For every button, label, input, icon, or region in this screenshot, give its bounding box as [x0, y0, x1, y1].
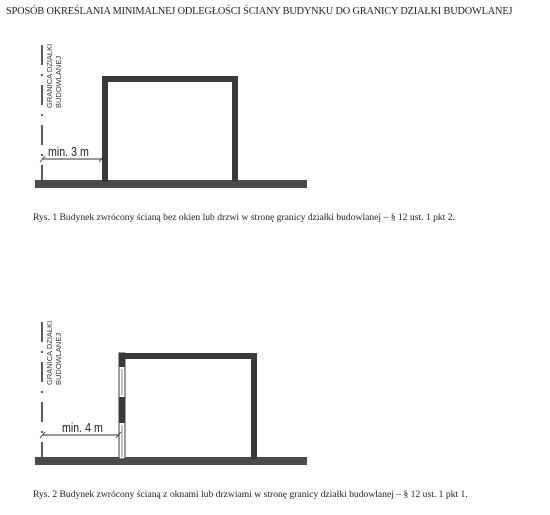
building-roof [119, 353, 257, 359]
wall-segment [119, 353, 125, 367]
page-title: SPOSÓB OKREŚLANIA MINIMALNEJ ODLEGŁOŚCI ŚCIANY BUDYNKU DO GRANICY DZIAŁKI BUDOWLANEJ [6, 6, 513, 17]
dimension-label: min. 3 m [48, 143, 89, 160]
building-wall-blank [102, 76, 108, 182]
ground-line [35, 180, 307, 188]
boundary-label-line2: BUDOWLANEJ [54, 55, 63, 108]
boundary-label-line2: BUDOWLANEJ [54, 332, 63, 385]
boundary-label-line1: GRANICA DZIAŁKI [45, 43, 54, 108]
wall-segment [119, 397, 125, 423]
building-wall-right [232, 76, 238, 182]
dimension-label: min. 4 m [62, 419, 103, 436]
figure-1 [35, 44, 307, 188]
figure-2-caption: Rys. 2 Budynek zwrócony ścianą z oknami lub drzwiami w stronę granicy działki budowlanej – § 12 ust. 1 pkt 1. [33, 489, 468, 500]
figure-2 [35, 321, 307, 465]
ground-line [35, 457, 307, 465]
building-roof [102, 76, 238, 82]
figure-1-caption: Rys. 1 Budynek zwrócony ścianą bez okien lub drzwi w stronę granicy działki budowlanej – § 12 ust. 1 pkt 2. [33, 212, 455, 223]
boundary-label-line1: GRANICA DZIAŁKI [45, 320, 54, 385]
building-wall-right [251, 353, 257, 459]
